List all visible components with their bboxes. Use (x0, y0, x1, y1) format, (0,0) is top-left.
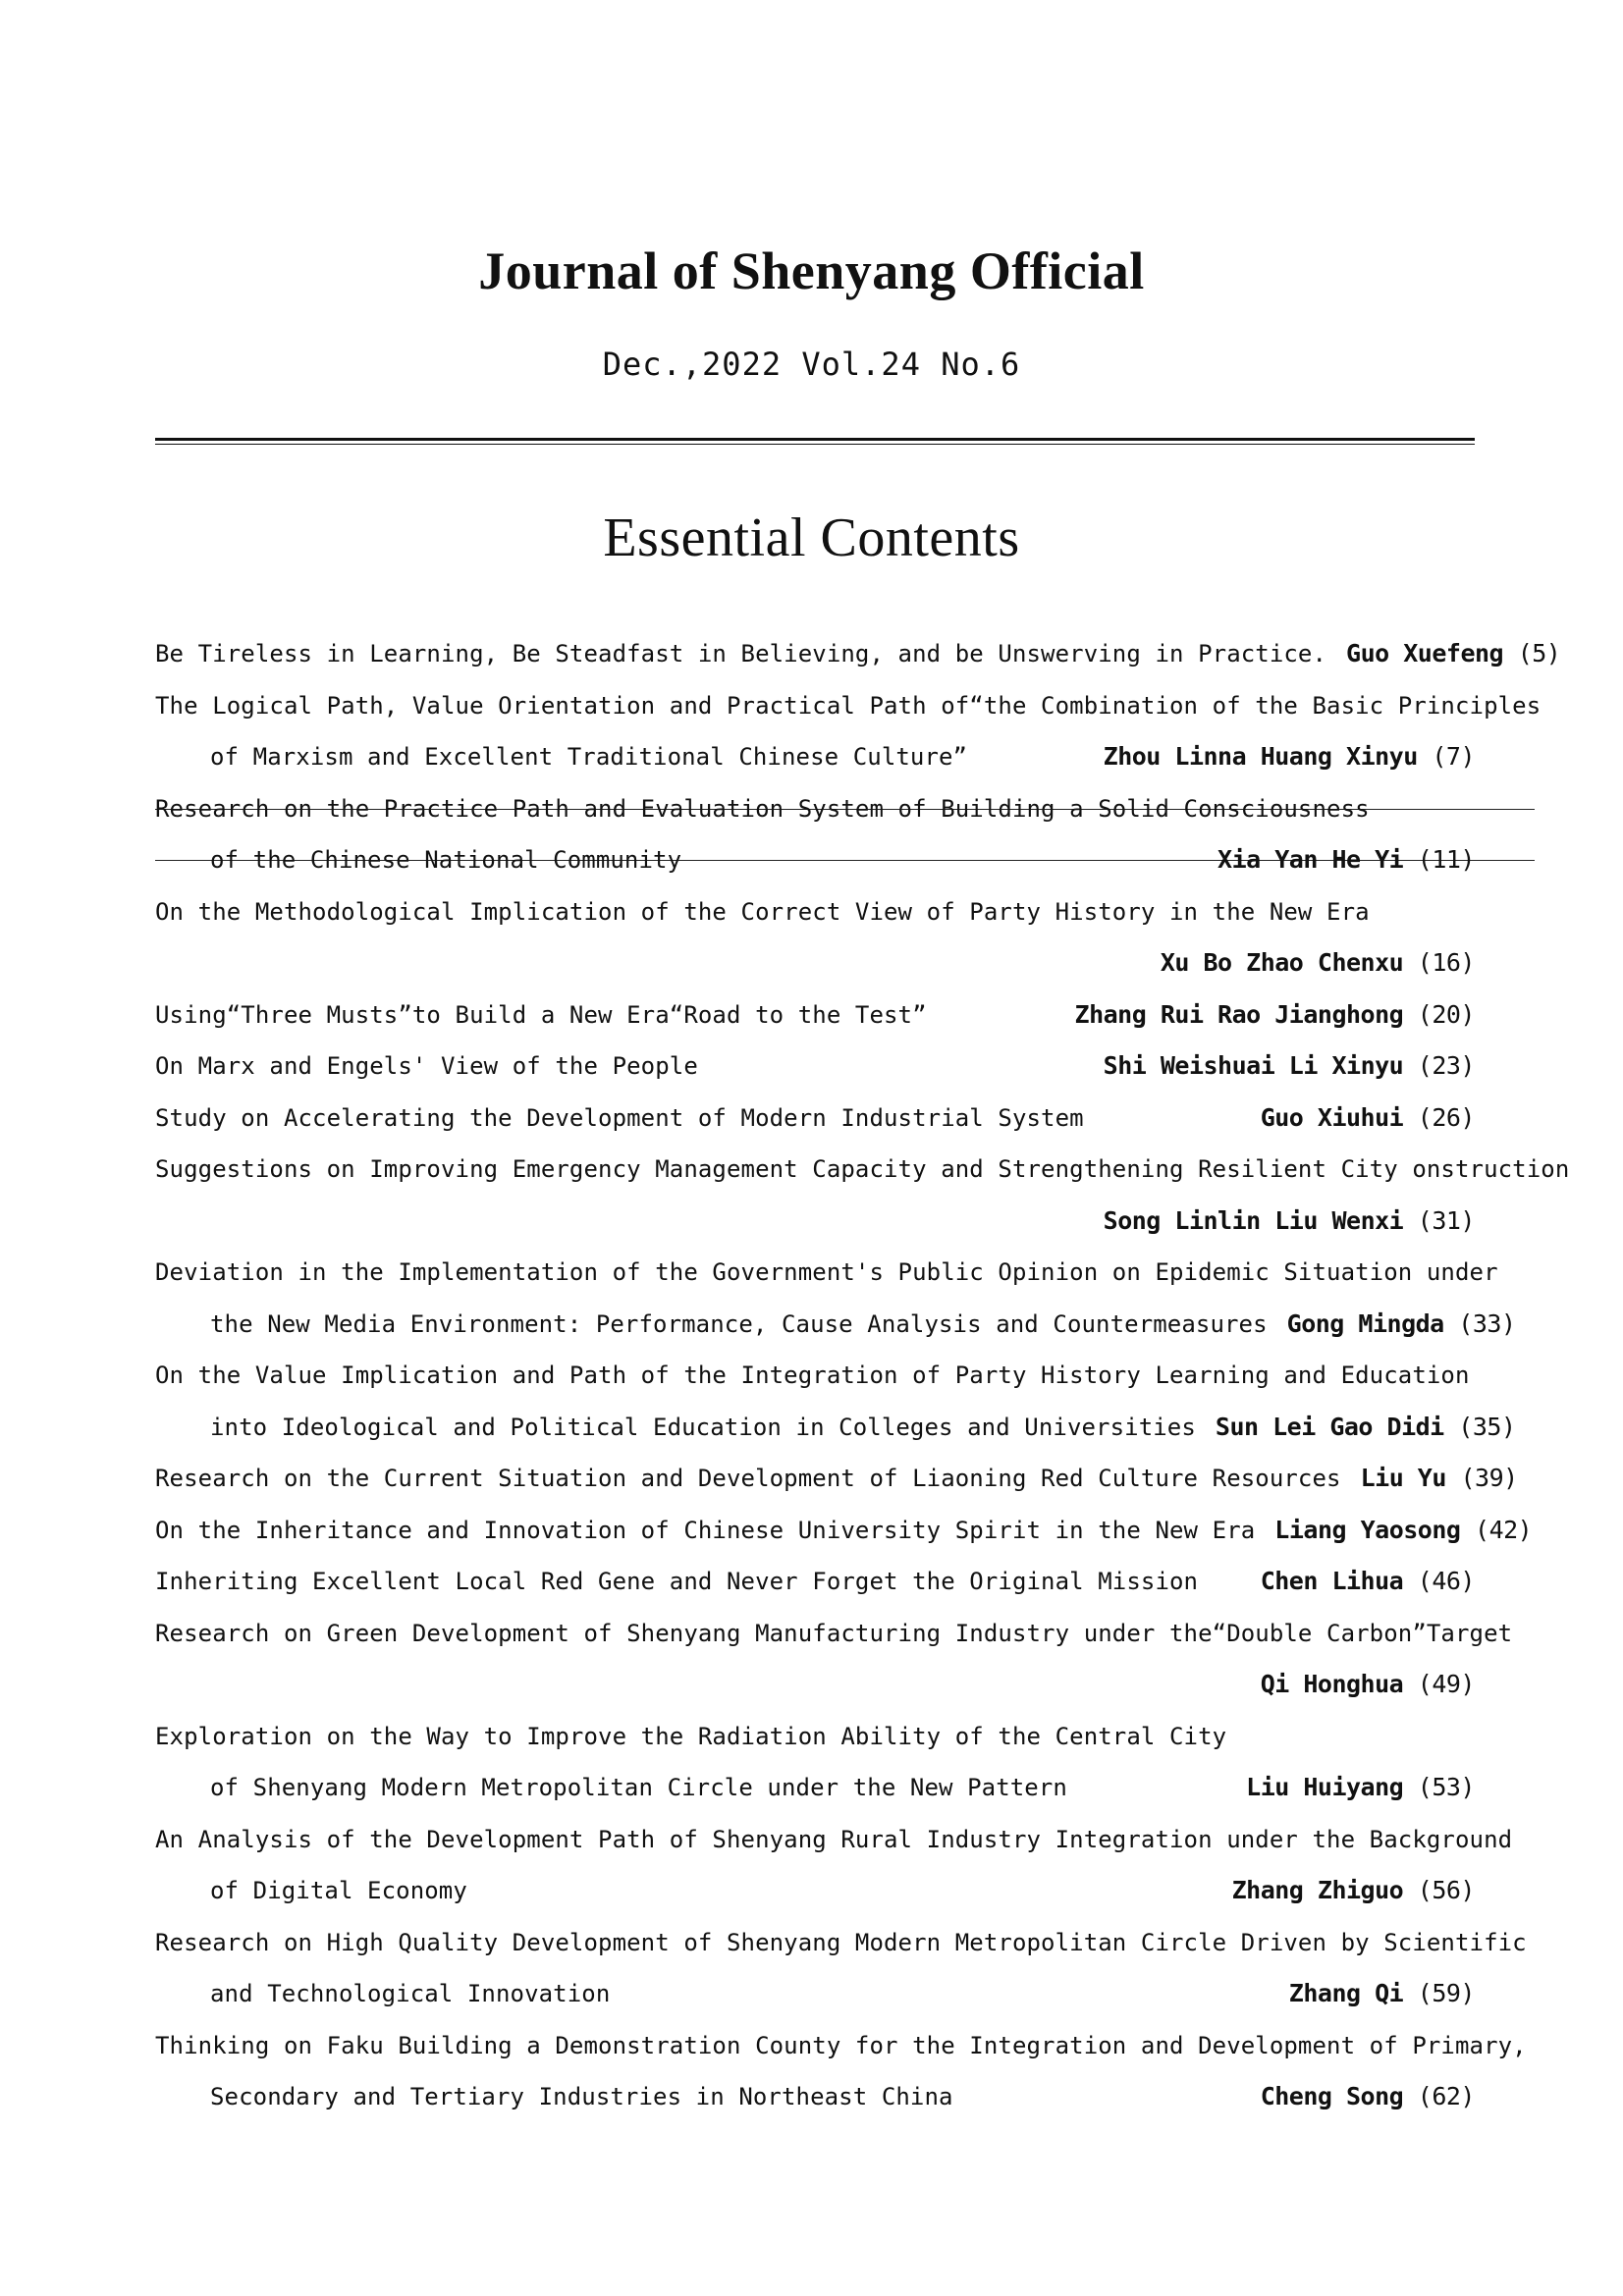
toc-entry[interactable] (155, 1093, 1475, 1145)
entry-author: Liu Huiyang (1246, 1773, 1404, 1801)
entry-page: (5) (1517, 639, 1561, 667)
toc-entry[interactable] (155, 1556, 1475, 1608)
entry-page: (16) (1417, 948, 1475, 977)
toc-entry[interactable] (155, 1711, 1475, 1814)
entry-author: Xia Yan He Yi (1217, 845, 1404, 874)
journal-title: Journal of Shenyang Official (478, 241, 1145, 300)
section-title: Essential Contents (603, 507, 1020, 568)
entry-title-line-1: Research on High Quality Development of Shenyang Modern Metropolitan Circle Driven by Scientific (155, 1928, 1527, 1956)
entry-author: Zhang Rui Rao Jianghong (1074, 999, 1404, 1029)
header-divider-thick (155, 438, 1475, 441)
toc-entry[interactable] (155, 1453, 1518, 1505)
entry-author: Shi Weishuai Li Xinyu (1103, 1051, 1404, 1080)
entry-title: Study on Accelerating the Development of Modern Industrial System (155, 1103, 1084, 1132)
toc-entry[interactable] (155, 1144, 1570, 1247)
entry-author: Liang Yaosong (1274, 1515, 1461, 1544)
toc-entry[interactable] (155, 628, 1561, 680)
issue-info: Dec.,2022 Vol.24 No.6 (602, 346, 1021, 383)
toc-entry[interactable] (155, 2020, 1527, 2123)
entry-author: Song Linlin Liu Wenxi (1103, 1205, 1404, 1235)
entry-author: Zhang Qi (1288, 1979, 1404, 2007)
toc-entry[interactable] (155, 886, 1475, 989)
entry-title-line-1: Research on the Practice Path and Evaluation System of Building a Solid Consciousness (155, 794, 1370, 823)
entry-title-line-2: of Digital Economy (210, 1877, 467, 1904)
entry-title-line-1: The Logical Path, Value Orientation and Practical Path of“the Combination of the Basic Principles (155, 691, 1542, 720)
entry-page: (7) (1432, 742, 1475, 771)
toc-entry[interactable] (155, 1608, 1513, 1711)
toc-entry[interactable] (155, 1041, 1475, 1093)
entry-page: (49) (1417, 1670, 1475, 1698)
entry-title-line-2: into Ideological and Political Education in Colleges and Universities (210, 1413, 1196, 1441)
entry-title-line-1: Thinking on Faku Building a Demonstration County for the Integration and Development of Primary, (155, 2031, 1527, 2059)
entry-author: Guo Xuefeng (1346, 639, 1504, 667)
entry-author: Qi Honghua (1260, 1670, 1404, 1698)
entry-title-line-1: Exploration on the Way to Improve the Radiation Ability of the Central City (155, 1722, 1227, 1750)
entry-author: Gong Mingda (1286, 1308, 1444, 1338)
entry-author: Cheng Song (1260, 2082, 1404, 2110)
entry-page: (26) (1417, 1102, 1475, 1132)
entry-title: On Marx and Engels' View of the People (155, 1052, 698, 1080)
toc-entry[interactable] (155, 680, 1542, 783)
entry-page: (62) (1417, 2082, 1475, 2110)
entry-page: (39) (1460, 1464, 1518, 1492)
entry-page: (23) (1417, 1051, 1475, 1080)
entry-page: (11) (1417, 845, 1475, 874)
entry-page: (33) (1458, 1308, 1516, 1338)
entry-page: (31) (1417, 1205, 1475, 1235)
toc-entry[interactable] (155, 1247, 1516, 1350)
entry-author: Zhang Zhiguo (1231, 1876, 1404, 1904)
entry-page: (35) (1458, 1412, 1516, 1441)
entry-title: Inheriting Excellent Local Red Gene and Never Forget the Original Mission (155, 1568, 1199, 1595)
entry-title: Be Tireless in Learning, Be Steadfast in Believing, and be Unswerving in Practice. (155, 640, 1327, 667)
entry-title-line-2: of Shenyang Modern Metropolitan Circle under the New Pattern (210, 1774, 1067, 1801)
toc-entry[interactable] (155, 1505, 1533, 1557)
entry-page: (56) (1417, 1876, 1475, 1904)
entry-title-line-2: and Technological Innovation (210, 1980, 611, 2007)
entry-title-line-1: An Analysis of the Development Path of Shenyang Rural Industry Integration under the Background (155, 1825, 1513, 1853)
entry-title-line-1: Suggestions on Improving Emergency Management Capacity and Strengthening Resilient City onstruction (155, 1155, 1570, 1183)
toc-entry[interactable] (155, 989, 1475, 1041)
entry-title-line-1: On the Methodological Implication of the Correct View of Party History in the New Era (155, 897, 1370, 926)
entry-title-line-1: Deviation in the Implementation of the Government's Public Opinion on Epidemic Situation under (155, 1258, 1498, 1286)
entry-page: (20) (1417, 999, 1475, 1029)
toc-entry[interactable] (155, 1350, 1516, 1453)
entry-title-line-1: Research on Green Development of Shenyang Manufacturing Industry under the“Double Carbon”Target (155, 1619, 1513, 1647)
entry-title-line-2: of the Chinese National Community (210, 846, 682, 874)
entry-title: On the Inheritance and Innovation of Chinese University Spirit in the New Era (155, 1516, 1256, 1544)
entry-title-line-2: the New Media Environment: Performance, Cause Analysis and Countermeasures (210, 1309, 1268, 1338)
entry-title: Research on the Current Situation and Development of Liaoning Red Culture Resources (155, 1465, 1341, 1492)
toc-entry[interactable] (155, 1917, 1527, 2020)
entry-title-line-1: On the Value Implication and Path of the Integration of Party History Learning and Education (155, 1362, 1470, 1389)
entry-author: Sun Lei Gao Didi (1215, 1412, 1444, 1441)
entry-title: Using“Three Musts”to Build a New Era“Road to the Test” (155, 1000, 927, 1029)
header-divider-thin (155, 444, 1475, 445)
entry-author: Chen Lihua (1260, 1567, 1404, 1595)
entry-page: (53) (1417, 1773, 1475, 1801)
entry-page: (46) (1417, 1567, 1475, 1595)
entry-page: (42) (1475, 1515, 1533, 1544)
toc-entry[interactable] (155, 1814, 1513, 1917)
entry-author: Zhou Linna Huang Xinyu (1103, 742, 1418, 771)
entry-title-line-2: of Marxism and Excellent Traditional Chinese Culture” (210, 743, 968, 771)
entry-author: Guo Xiuhui (1260, 1102, 1404, 1132)
entry-author: Liu Yu (1360, 1464, 1446, 1492)
entry-title-line-2: Secondary and Tertiary Industries in Northeast China (210, 2083, 953, 2110)
toc-entry-struck[interactable] (155, 783, 1475, 886)
entry-author: Xu Bo Zhao Chenxu (1160, 948, 1404, 977)
table-of-contents (155, 628, 1570, 2123)
entry-page: (59) (1417, 1979, 1475, 2007)
